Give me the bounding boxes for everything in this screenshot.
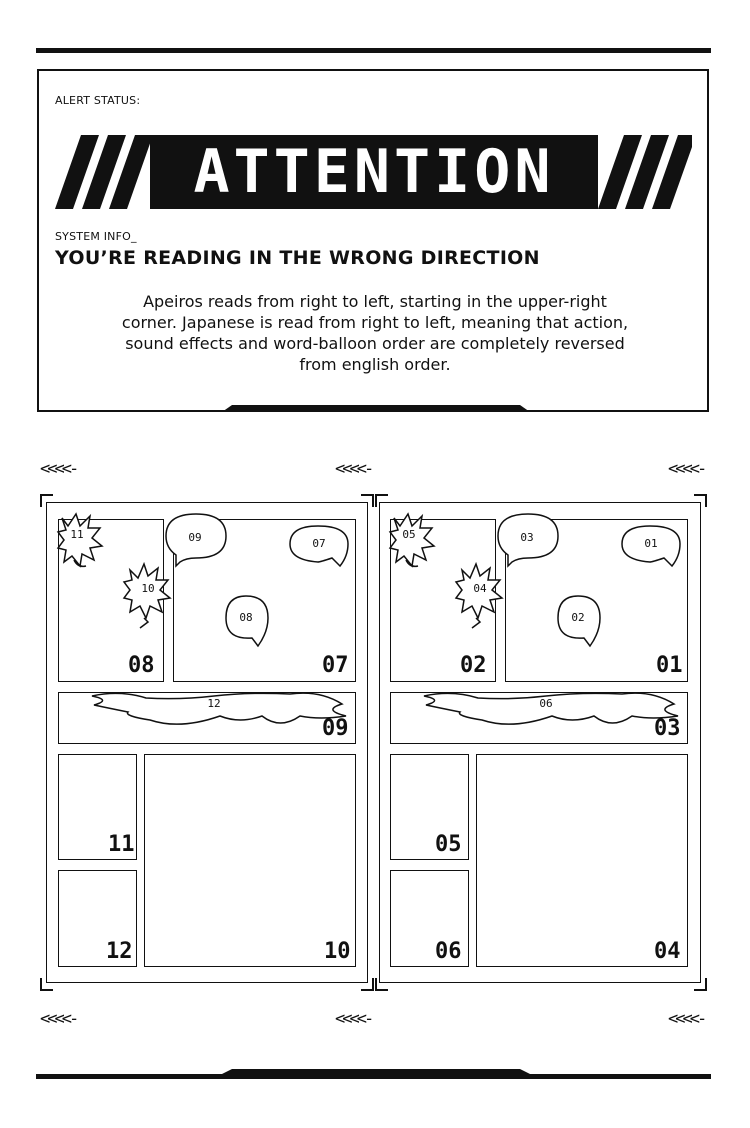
headline: YOU’RE READING IN THE WRONG DIRECTION	[55, 247, 540, 269]
arrow-right-top: <<<<-	[668, 459, 705, 479]
balloon-04-label: 04	[473, 582, 487, 595]
balloon-09-label: 09	[188, 531, 202, 544]
system-info-label: SYSTEM INFO_	[55, 230, 137, 243]
arrow-center-bottom: <<<<-	[335, 1009, 372, 1029]
arrow-right-bottom: <<<<-	[668, 1009, 705, 1029]
balloon-05-label: 05	[402, 528, 416, 541]
panel-08-number: 08	[128, 653, 155, 678]
balloon-10-label: 10	[141, 582, 155, 595]
panel-05-number: 05	[435, 832, 462, 857]
balloon-02-label: 02	[571, 611, 585, 624]
panel-06-number: 06	[435, 939, 462, 964]
balloon-01-label: 01	[644, 537, 658, 550]
balloon-12-label: 12	[207, 697, 221, 710]
balloon-06-label: 06	[539, 697, 553, 710]
balloon-03-label: 03	[520, 531, 534, 544]
balloon-08-label: 08	[239, 611, 253, 624]
panel-01-number: 01	[656, 653, 683, 678]
panel-09-number: 09	[322, 716, 349, 741]
panel-04-number: 04	[654, 939, 681, 964]
panel-11-number: 11	[108, 832, 135, 857]
arrow-center-top: <<<<-	[335, 459, 372, 479]
balloon-11-label: 11	[70, 528, 84, 541]
alert-status-label: ALERT STATUS:	[55, 94, 141, 107]
attention-title: ATTENTION	[193, 137, 555, 207]
panel-12-number: 12	[106, 939, 133, 964]
panel-02-number: 02	[460, 653, 487, 678]
panel-03-number: 03	[654, 716, 681, 741]
body-text: Apeiros reads from right to left, starting in the upper-right corner. Japanese is read from right to left, meaning that action, sound effects and word-balloon order are completely reversed from english order.	[121, 292, 629, 374]
panel-10-number: 10	[324, 939, 351, 964]
balloon-07-label: 07	[312, 537, 326, 550]
panel-07-number: 07	[322, 653, 349, 678]
arrow-left-bottom: <<<<-	[40, 1009, 77, 1029]
arrow-left-top: <<<<-	[40, 459, 77, 479]
